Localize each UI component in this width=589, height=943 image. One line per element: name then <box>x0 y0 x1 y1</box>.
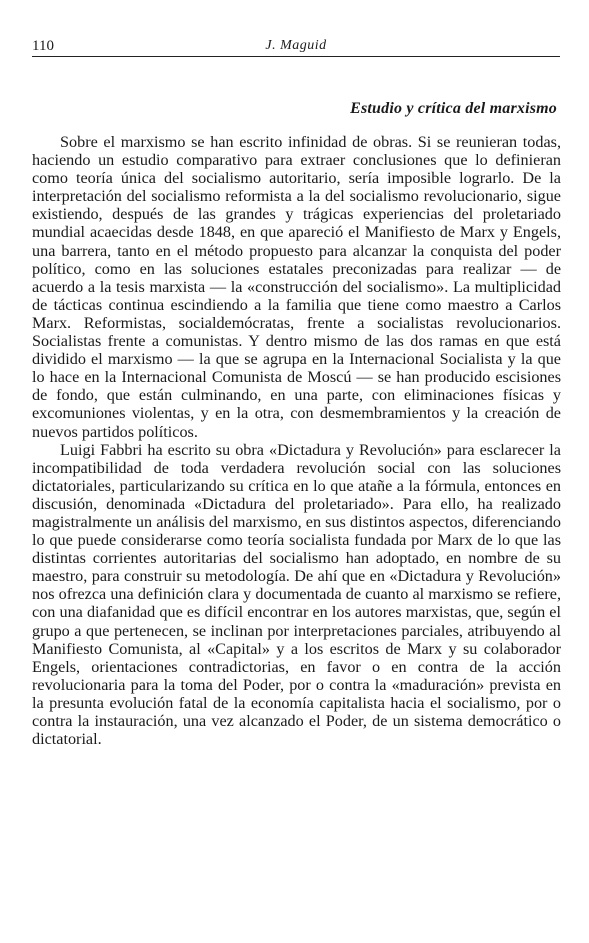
page-number: 110 <box>32 38 54 54</box>
body-text <box>32 133 561 748</box>
running-head: J. Maguid <box>265 38 327 53</box>
paragraph: Sobre el marxismo se han escrito infinidad de obras. Si se reunieran todas, haciendo un estudio comparativo para extraer conclusiones que lo definieran como teoría única del socialismo autoritario, sería imposible lograrlo. De la interpretación del socialismo reformista a la del socialismo revolucionario, sigue existiendo, después de las grandes y trágicas experiencias del proletariado mundial acaecidas desde 1848, en que apareció el Manifiesto de Marx y Engels, una barrera, tanto en el método propuesto para alcanzar la conquista del poder político, como en las soluciones estatales preconizadas para realizar — de acuerdo a la tesis marxista — la «construcción del socialismo». La multiplicidad de tácticas continua escindiendo a la familia que tiene como maestro a Carlos Marx. Reformistas, socialdemócratas, frente a socialistas revolucionarios. Socialistas frente a comunistas. Y dentro mismo de las dos ramas en que está dividido el marxismo — la que se agrupa en la Internacional Socialista y la que lo hace en la Internacional Comunista de Moscú — se han producido escisiones de fondo, que están culminando, en una parte, con eliminaciones físicas y excomuniones violentas, y en la otra, con desmembramientos y la creación de nuevos partidos políticos. <box>32 133 561 441</box>
section-title: Estudio y crítica del marxismo <box>350 100 557 117</box>
paragraph: Luigi Fabbri ha escrito su obra «Dictadura y Revolución» para esclarecer la incompatibilidad de toda verdadera revolución social con las soluciones dictatoriales, particularizando su crítica en lo que atañe a la fórmula, entonces en discusión, denominada «Dictadura del proletariado». Para ello, ha realizado magistralmente un análisis del marxismo, en sus distintos aspectos, diferenciando lo que puede considerarse como teoría socialista fundada por Marx de lo que las distintas corrientes autoritarias del socialismo han adoptado, en nombre de su maestro, para construir su metodología. De ahí que en «Dictadura y Revolución» nos ofrezca una definición clara y documentada de cuanto al marxismo se refiere, con una diafanidad que es difícil encontrar en los autores marxistas, que, según el grupo a que pertenecen, se inclinan por interpretaciones parciales, atribuyendo al Manifiesto Comunista, al «Capital» y a los escritos de Marx y su colaborador Engels, orientaciones contradictorias, en favor o en contra de la acción revolucionaria para la toma del Poder, por o contra la «maduración» prevista en la presunta evolución fatal de la economía capitalista hacia el socialismo, por o contra la instauración, una vez alcanzado el Poder, de un sistema democrático o dictatorial. <box>32 440 561 749</box>
page-header <box>32 34 560 57</box>
